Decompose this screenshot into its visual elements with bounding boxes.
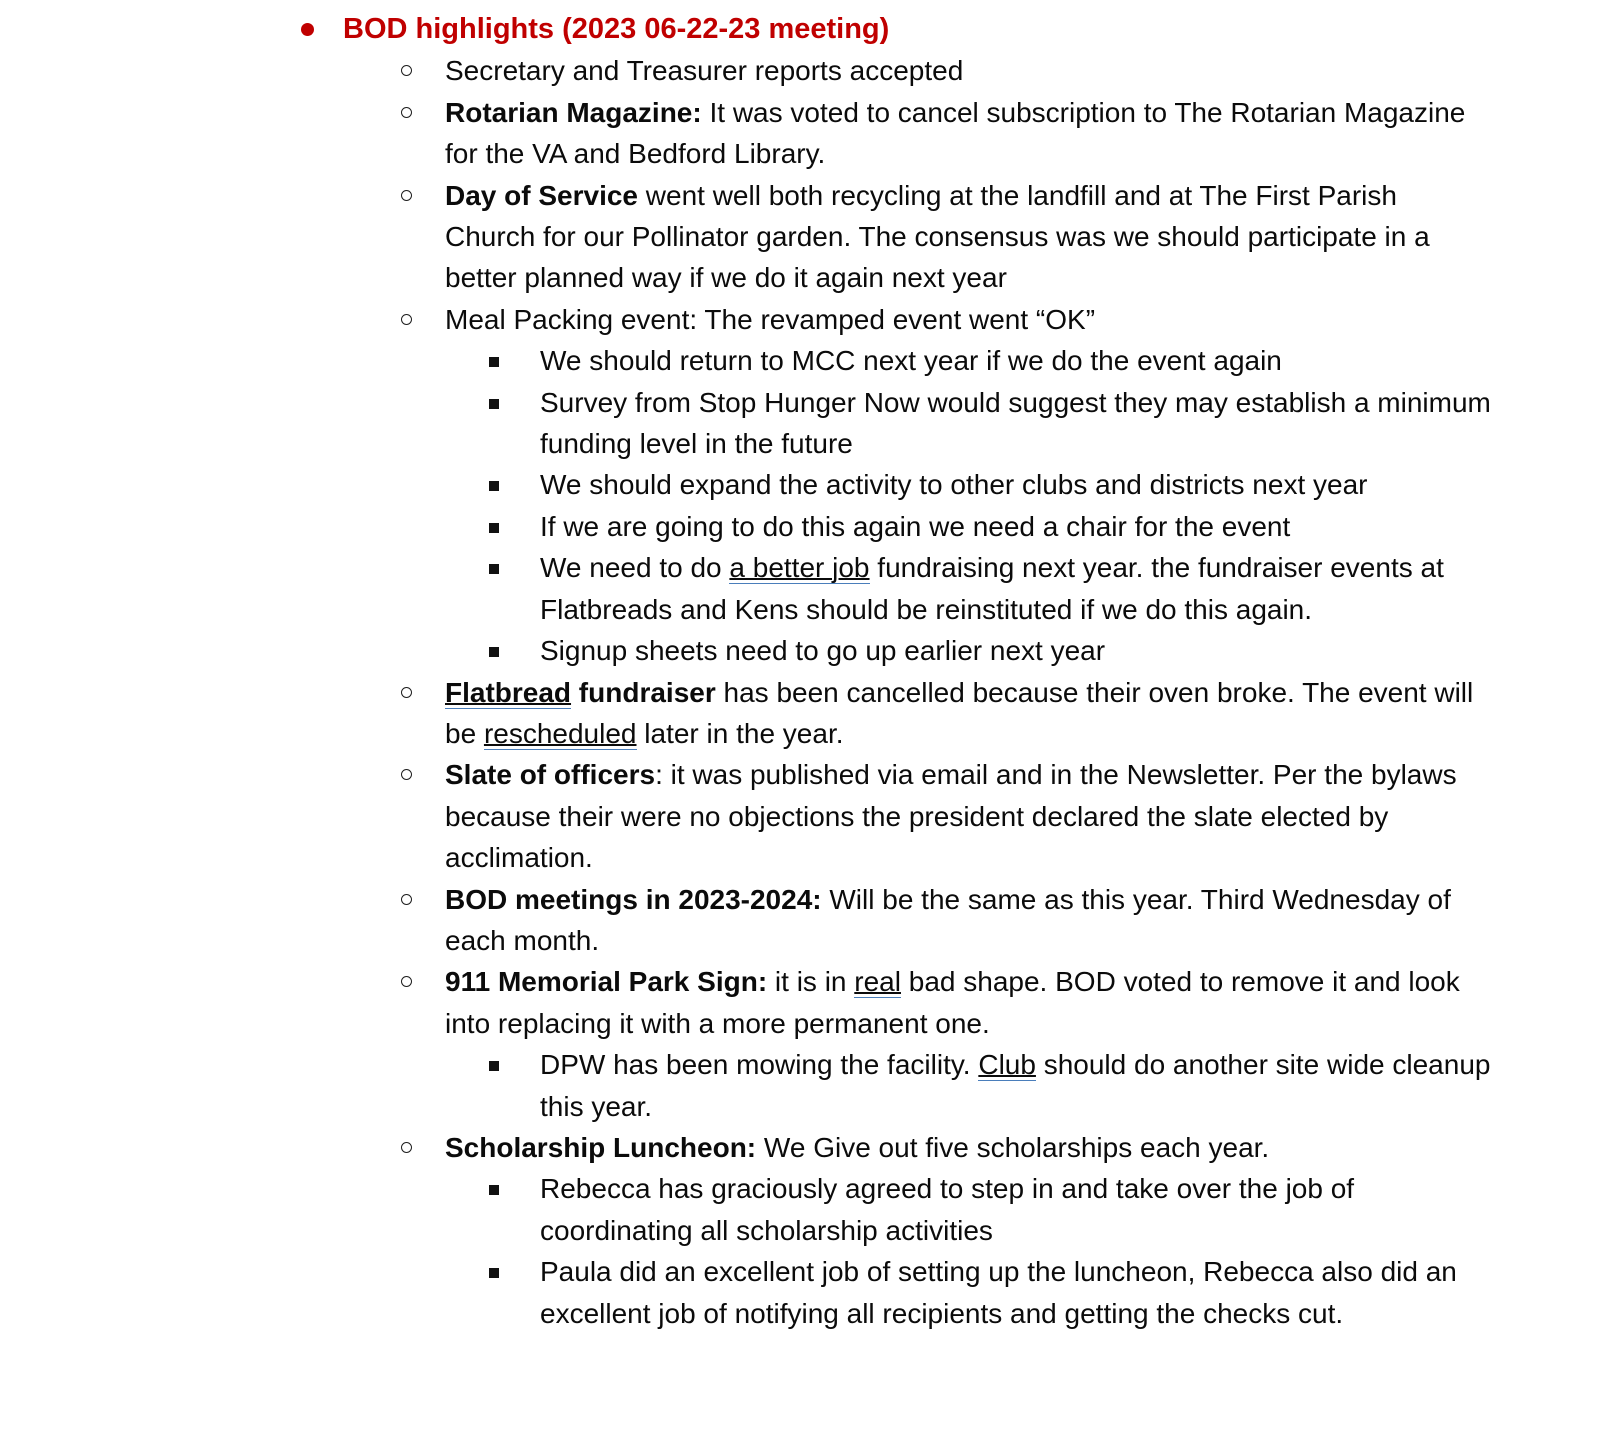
text-segment: It was voted to cancel subscription to The Rotarian Magazine for the VA and Bedford Library.: [445, 96, 1466, 170]
list-item: [0, 879, 1480, 962]
list-item: [0, 1168, 1500, 1251]
hollow-circle-bullet-icon: [401, 190, 412, 201]
list-item: [0, 340, 1500, 381]
text-segment: fundraiser: [571, 676, 716, 708]
list-item: [0, 1044, 1500, 1127]
list-item-text: [540, 1256, 1457, 1328]
hollow-circle-bullet-icon: [401, 894, 412, 905]
text-segment: later in the year.: [636, 717, 844, 749]
text-segment: Flatbread: [445, 676, 572, 708]
list-item: [0, 630, 1500, 671]
text-segment: went well both recycling at the landfill and at The First Parish Church for our Pollinator garden. The consensus was we should participate in a better planned way if we do it again next year: [445, 179, 1430, 294]
filled-square-bullet-icon: [489, 1185, 499, 1195]
text-segment: bad shape. BOD voted to remove it and look into replacing it with a more permanent one.: [445, 966, 1460, 1039]
hollow-circle-bullet-icon: [401, 1142, 412, 1153]
text-segment: Survey from Stop Hunger Now would suggest they may establish a minimum funding level in the future: [540, 386, 1491, 460]
text-segment: Club: [978, 1049, 1036, 1081]
text-segment: If we are going to do this again we need a chair for the event: [540, 510, 1291, 542]
list-item: [0, 50, 1480, 91]
list-item: [0, 506, 1500, 547]
text-segment: We should return to MCC next year if we do the event again: [540, 345, 1282, 377]
hollow-circle-bullet-icon: [401, 769, 412, 780]
list-item-text: [540, 635, 1105, 666]
hollow-circle-bullet-icon: [401, 65, 412, 76]
list-item: [0, 175, 1480, 299]
text-segment: 911 Memorial Park Sign:: [445, 966, 768, 998]
list-item: [0, 1251, 1500, 1334]
list-item: [0, 672, 1480, 755]
text-segment: : it was published via email and in the Newsletter. Per the bylaws because their were no objections the president declared the slate elected by acclimation.: [445, 759, 1457, 874]
text-segment: a better job: [729, 552, 870, 584]
text-segment: Signup sheets need to go up earlier next year: [540, 635, 1106, 667]
text-segment: it is in: [767, 966, 855, 998]
text-segment: fundraising next year. the fundraiser events at Flatbreads and Kens should be reinstituted if we do this again.: [540, 552, 1444, 625]
list-item-text: [445, 304, 1095, 335]
text-segment: DPW has been mowing the facility.: [540, 1049, 979, 1081]
text-segment: Will be the same as this year. Third Wednesday of each month.: [445, 883, 1451, 956]
text-segment: rescheduled: [483, 717, 637, 749]
text-segment: We need to do: [540, 552, 730, 584]
hollow-circle-bullet-icon: [401, 314, 412, 325]
filled-square-bullet-icon: [489, 357, 499, 367]
hollow-circle-bullet-icon: [401, 687, 412, 698]
list-item-text: [540, 387, 1491, 459]
list-item: [0, 754, 1480, 878]
filled-square-bullet-icon: [489, 1268, 499, 1278]
bullet-list: [0, 50, 1606, 1334]
filled-square-bullet-icon: [489, 564, 499, 574]
hollow-circle-bullet-icon: [401, 976, 412, 987]
filled-square-bullet-icon: [489, 647, 499, 657]
text-segment: Meal Packing event: The revamped event went “OK”: [445, 303, 1096, 335]
text-segment: Day of Service: [445, 179, 638, 211]
page-title: BOD highlights (2023 06-22-23 meeting): [343, 13, 890, 45]
filled-square-bullet-icon: [489, 1061, 499, 1071]
list-item-text: [445, 180, 1430, 294]
list-item: [0, 92, 1480, 175]
list-item: [0, 547, 1500, 630]
text-segment: We should expand the activity to other clubs and districts next year: [540, 469, 1368, 501]
red-bullet-icon: [301, 23, 314, 36]
list-item-text: [540, 1049, 1490, 1121]
list-item-text: [445, 97, 1465, 169]
text-segment: Scholarship Luncheon:: [445, 1131, 757, 1163]
filled-square-bullet-icon: [489, 481, 499, 491]
list-item-text: [540, 469, 1367, 500]
list-item: [0, 961, 1480, 1044]
text-segment: Slate of officers: [445, 759, 656, 791]
list-item-text: [445, 884, 1451, 956]
text-segment: Rebecca has graciously agreed to step in and take over the job of coordinating all scholarship activities: [540, 1173, 1355, 1246]
text-segment: BOD meetings in 2023-2024:: [445, 883, 822, 915]
list-item-text: [445, 966, 1460, 1038]
text-segment: We Give out five scholarships each year.: [756, 1131, 1270, 1163]
text-segment: has been cancelled because their oven broke. The event will be: [445, 676, 1474, 749]
list-item-text: [540, 1173, 1354, 1245]
list-item-text: [445, 55, 963, 86]
list-title-row: [0, 8, 1606, 50]
list-item: [0, 1127, 1480, 1168]
text-segment: real: [854, 966, 901, 998]
list-item-text: [540, 345, 1282, 376]
text-segment: should do another site wide cleanup this year.: [540, 1049, 1491, 1122]
list-item: [0, 464, 1500, 505]
filled-square-bullet-icon: [489, 399, 499, 409]
list-item: [0, 382, 1500, 465]
list-item-text: [445, 677, 1473, 750]
list-item-text: [540, 511, 1290, 542]
text-segment: Secretary and Treasurer reports accepted: [445, 55, 964, 87]
list-item-text: [445, 1132, 1269, 1163]
list-item: [0, 299, 1480, 340]
list-item-text: [445, 759, 1457, 873]
list-item-text: [540, 552, 1444, 624]
text-segment: Paula did an excellent job of setting up the luncheon, Rebecca also did an excellent job of notifying all recipients and getting the checks cut.: [540, 1256, 1457, 1329]
filled-square-bullet-icon: [489, 523, 499, 533]
text-segment: Rotarian Magazine:: [445, 96, 702, 128]
hollow-circle-bullet-icon: [401, 107, 412, 118]
